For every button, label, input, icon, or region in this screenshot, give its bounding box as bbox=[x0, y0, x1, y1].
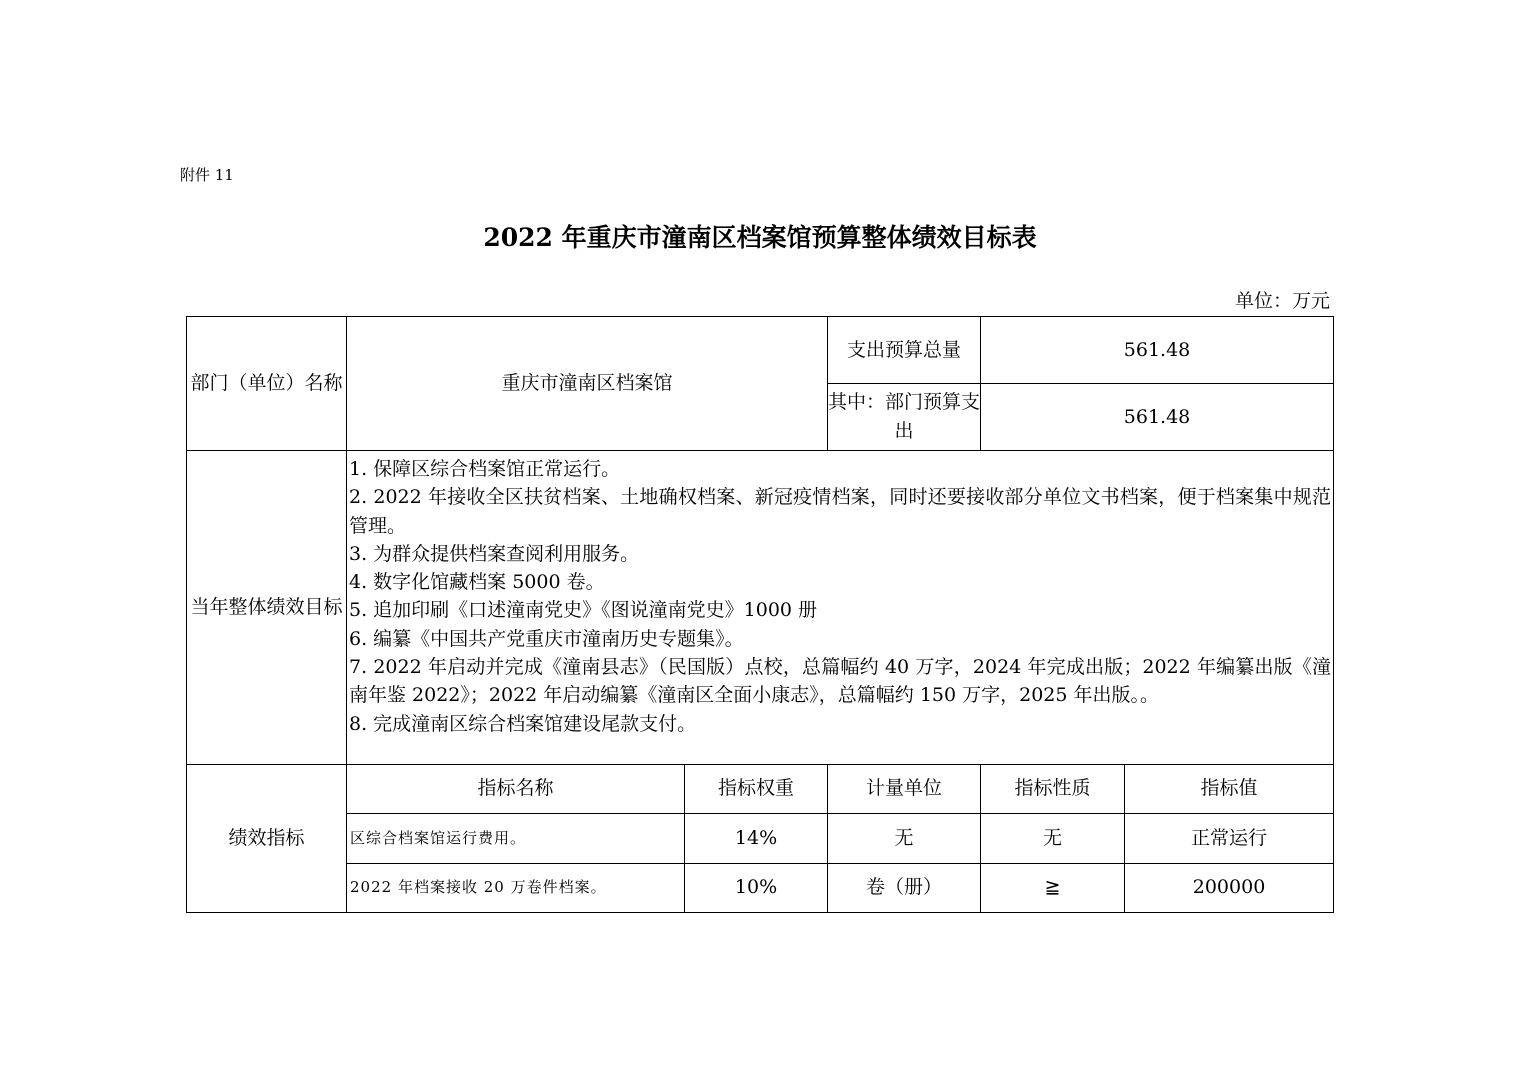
indicator-unit: 无 bbox=[828, 813, 981, 863]
indicator-row bbox=[187, 863, 1334, 912]
goal-item: 4. 数字化馆藏档案 5000 卷。 bbox=[349, 571, 605, 594]
indicator-name: 2022 年档案接收 20 万卷件档案。 bbox=[347, 863, 685, 912]
unit-label: 单位：万元 bbox=[1234, 290, 1330, 312]
goal-item: 8. 完成潼南区综合档案馆建设尾款支付。 bbox=[349, 712, 697, 735]
indicator-header-row bbox=[187, 764, 1334, 813]
goal-item: 3. 为群众提供档案查阅利用服务。 bbox=[349, 542, 640, 565]
indicator-name: 区综合档案馆运行费用。 bbox=[347, 813, 685, 863]
dept-label-cell: 部门（单位）名称 bbox=[187, 317, 347, 451]
dept-budget-value: 561.48 bbox=[981, 384, 1334, 451]
budget-total-label: 支出预算总量 bbox=[828, 317, 981, 384]
performance-table bbox=[186, 316, 1334, 913]
goals-label-cell: 当年整体绩效目标 bbox=[187, 451, 347, 765]
indicator-value: 正常运行 bbox=[1125, 813, 1334, 863]
header-nature: 指标性质 bbox=[981, 764, 1125, 813]
indicators-label-cell: 绩效指标 bbox=[187, 764, 347, 912]
goal-item: 1. 保障区综合档案馆正常运行。 bbox=[349, 458, 621, 480]
indicator-nature: 无 bbox=[981, 813, 1125, 863]
goal-item: 2. 2022 年接收全区扶贫档案、土地确权档案、新冠疫情档案，同时还要接收部分单位文书档案，便于档案集中规范管理。 bbox=[349, 486, 1332, 537]
page-title: 2022 年重庆市潼南区档案馆预算整体绩效目标表 bbox=[483, 223, 1037, 252]
goals-row bbox=[187, 451, 1334, 765]
attachment-label: 附件 11 bbox=[180, 166, 234, 184]
header-value: 指标值 bbox=[1125, 764, 1334, 813]
goals-list bbox=[347, 451, 1334, 765]
header-weight: 指标权重 bbox=[685, 764, 828, 813]
dept-budget-label: 其中：部门预算支出 bbox=[828, 384, 981, 451]
indicator-value: 200000 bbox=[1125, 863, 1334, 912]
indicator-unit: 卷（册） bbox=[828, 863, 981, 912]
header-name: 指标名称 bbox=[347, 764, 685, 813]
goal-item: 5. 追加印刷《口述潼南党史》《图说潼南党史》1000 册 bbox=[349, 599, 818, 622]
indicator-weight: 14% bbox=[685, 813, 828, 863]
indicator-weight: 10% bbox=[685, 863, 828, 912]
goal-item: 6. 编纂《中国共产党重庆市潼南历史专题集》。 bbox=[349, 627, 744, 650]
dept-value-cell: 重庆市潼南区档案馆 bbox=[347, 317, 828, 451]
indicator-nature: ≧ bbox=[981, 863, 1125, 912]
header-unit: 计量单位 bbox=[828, 764, 981, 813]
budget-total-value: 561.48 bbox=[981, 317, 1334, 384]
budget-total-row bbox=[187, 317, 1334, 384]
goal-item: 7. 2022 年启动并完成《潼南县志》（民国版）点校，总篇幅约 40 万字，2024 年完成出版；2022 年编纂出版《潼南年鉴 2022》；2022 年启动编纂《潼南区全面小康志》，总篇幅约 150 万字，2025 年出版。。 bbox=[349, 656, 1332, 707]
indicator-row bbox=[187, 813, 1334, 863]
